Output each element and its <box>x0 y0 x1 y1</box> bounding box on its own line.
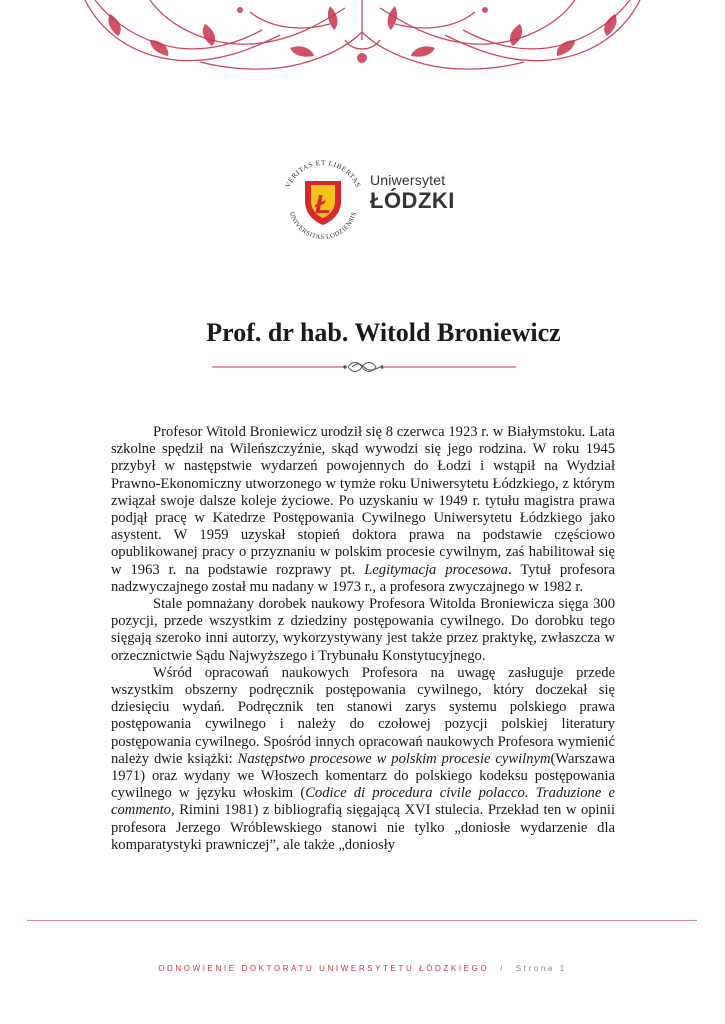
paragraph <box>111 596 615 665</box>
footer-title: ODNOWIENIE DOKTORATU UNIWERSYTETU ŁÓDZKIEGO <box>158 964 490 973</box>
logo-ring-top-text: VERITAS ET LIBERTAS <box>283 158 363 190</box>
text-run: Stale pomnażany dorobek naukowy Profesora Witolda Broniewicza sięga 300 pozycji, przede wszystkim z dziedziny postępowania cywilnego. Do dorobku tego sięgają szeroko inni autorzy, wykorzystywany jest także przez praktykę, zwłaszcza w orzecznictwie Sądu Najwyższego i Trybunału Konstytucyjnego. <box>111 596 615 664</box>
logo-ring-bottom-text: UNIVERSITAS LODZIENSIS <box>287 211 359 242</box>
page-footer <box>0 964 725 973</box>
text-run: , Rimini 1981) z bibliografią sięgającą XVI stulecia. Przekład ten w opinii profesora Jerzego Wróblewskiego stanowi nie tylko „doniosłe wydarzenie dla komparatystyki prawniczej”, ale także „doniosły <box>111 802 615 853</box>
top-floral-ornament <box>0 0 725 80</box>
biography-text <box>111 424 615 854</box>
title-divider-ornament <box>212 358 516 376</box>
logo-emblem-letter: Ł <box>315 189 331 219</box>
university-name-line2: ŁÓDZKI <box>370 188 455 213</box>
paragraph <box>111 665 615 854</box>
footer-separator: / <box>500 964 505 973</box>
text-run: (Warszawa 1971) oraz wydany we Włoszech komentarz do polskiego kodeksu postępowania cywilnego w języku włoskim ( <box>111 750 615 802</box>
text-run: Profesor Witold Broniewicz urodził się 8 czerwca 1923 r. w Białymstoku. Lata szkolne spędził na Wileńszczyźnie, skąd wywodzi się jego rodzina. W roku 1945 przybył w następstwie wydarzeń powojennych do Łodzi i wstąpił na Wydział Prawno-Ekonomiczny utworzonego w tymże roku Uniwersytetu Łódzkiego, z którym związał swoje dalsze koleje życiowe. Po uzyskaniu w 1949 r. tytułu magistra prawa podjął pracę w Katedrze Postępowania Cywilnego Uniwersytetu Łódzkiego jako asystent. W 1959 uzyskał stopień doktora prawa na podstawie częściowo opublikowanej pracy o przyznaniu w polskim procesie cywilnym, zaś habilitował się w 1963 r. na podstawie rozprawy pt. <box>111 424 615 578</box>
page-number: Strona 1 <box>515 964 567 973</box>
italic-title: Legitymacja procesowa <box>364 561 508 578</box>
page-title: Prof. dr hab. Witold Broniewicz <box>206 318 561 347</box>
italic-title: Następstwo procesowe w polskim procesie cywilnym <box>237 750 551 767</box>
university-name-line1: Uniwersytet <box>370 172 446 188</box>
text-run: Wśród opracowań naukowych Profesora na uwagę zasługuje przede wszystkim obszerny podręcznik postępowania cywilnego, który doczekał się dziesięciu wydań. Podręcznik ten stanowi zarys systemu polskiego prawa postępowania cywilnego i należy do czołowej pozycji polskiej literatury postępowania cywilnego. Spośród innych opracowań naukowych Profesora wymienić należy dwie książki: <box>111 664 615 767</box>
university-name <box>370 172 455 214</box>
italic-title: Codice di procedura civile polacco. Traduzione e commento <box>111 785 615 819</box>
footer-divider <box>27 920 697 921</box>
text-run: . Tytuł profesora nadzwyczajnego został mu nadany w 1973 r., a profesora zwyczajnego w 1982 r. <box>111 561 615 595</box>
paragraph <box>111 424 615 596</box>
